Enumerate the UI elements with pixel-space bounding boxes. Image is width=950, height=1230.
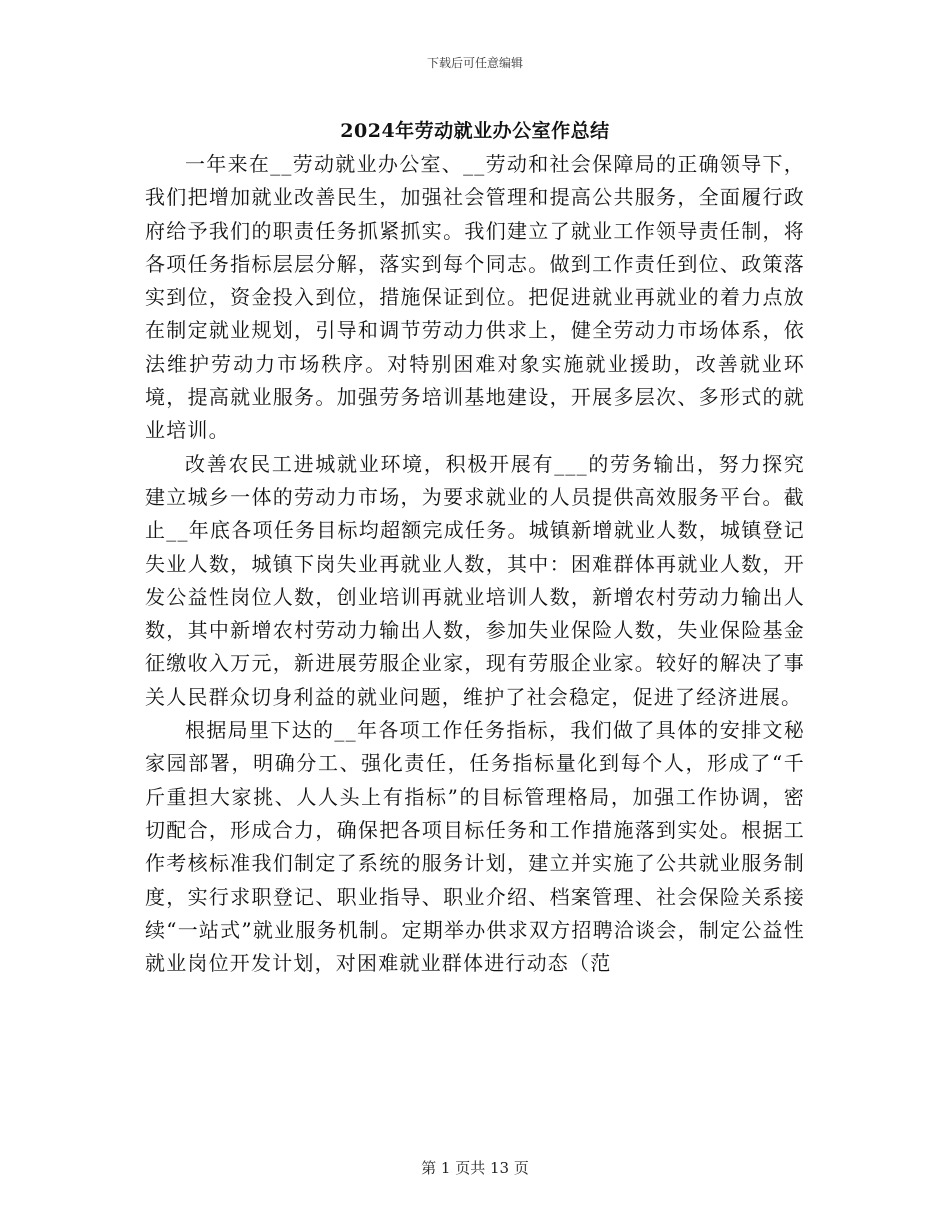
document-body — [145, 148, 805, 980]
page-footer: 第 1 页共 13 页 — [421, 1159, 529, 1177]
page-header: 下载后可任意编辑 — [426, 56, 523, 70]
paragraph-2: 改善农民工进城就业环境，积极开展有___的劳务输出，努力探究建立城乡一体的劳动力市场，为要求就业的人员提供高效服务平台。截止__年底各项任务目标均超额完成任务。城镇新增就业人数，城镇登记失业人数，城镇下岗失业再就业人数，其中：困难群体再就业人数，开发公益性岗位人数，创业培训再就业培训人数，新增农村劳动力输出人数，其中新增农村劳动力输出人数，参加失业保险人数，失业保险基金征缴收入万元，新进展劳服企业家，现有劳服企业家。较好的解决了事关人民群众切身利益的就业问题，维护了社会稳定，促进了经济进展。 — [145, 451, 805, 709]
paragraph-3: 根据局里下达的__年各项工作任务指标，我们做了具体的安排文秘家园部署，明确分工、强化责任，任务指标量化到每个人，形成了“千斤重担大家挑、人人头上有指标”的目标管理格局，加强工作协调，密切配合，形成合力，确保把各项目标任务和工作措施落到实处。根据工作考核标准我们制定了系统的服务计划，建立并实施了公共就业服务制度，实行求职登记、职业指导、职业介绍、档案管理、社会保险关系接续“一站式”就业服务机制。定期举办供求双方招聘洽谈会，制定公益性就业岗位开发计划，对困难就业群体进行动态（范 — [145, 718, 805, 976]
document-title: 2024年劳动就业办公室作总结 — [340, 120, 610, 142]
paragraph-1: 一年来在__劳动就业办公室、__劳动和社会保障局的正确领导下，我们把增加就业改善民生，加强社会管理和提高公共服务，全面履行政府给予我们的职责任务抓紧抓实。我们建立了就业工作领导责任制，将各项任务指标层层分解，落实到每个同志。做到工作责任到位、政策落实到位，资金投入到位，措施保证到位。把促进就业再就业的着力点放在制定就业规划，引导和调节劳动力供求上，健全劳动力市场体系，依法维护劳动力市场秩序。对特别困难对象实施就业援助，改善就业环境，提高就业服务。加强劳务培训基地建设，开展多层次、多形式的就业培训。 — [145, 152, 805, 443]
